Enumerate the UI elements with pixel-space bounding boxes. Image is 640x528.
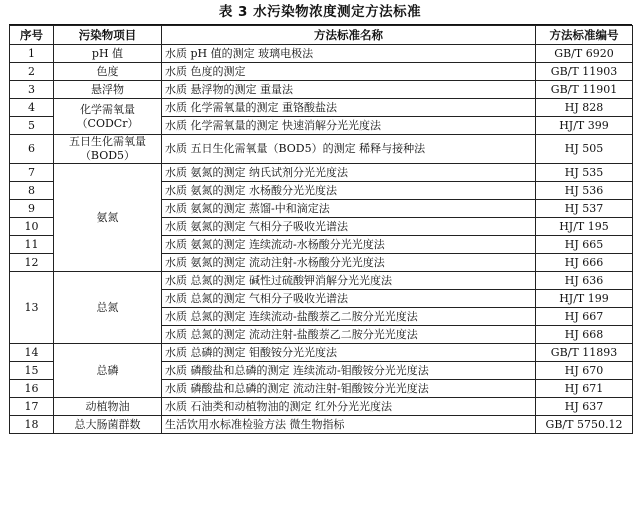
row-no: 16 xyxy=(10,380,54,398)
header-no: 序号 xyxy=(10,26,54,45)
item-abbr-line: （CODCr） xyxy=(76,116,139,130)
row-code: HJ/T 195 xyxy=(536,218,633,236)
table-row xyxy=(10,81,633,99)
item-abbr-line: （BOD5） xyxy=(79,149,136,162)
row-method: 水质 氨氮的测定 蒸馏-中和滴定法 xyxy=(162,200,536,218)
row-code: GB/T 6920 xyxy=(536,45,633,63)
row-code: HJ 828 xyxy=(536,99,633,117)
row-code: HJ 637 xyxy=(536,398,633,416)
row-no: 3 xyxy=(10,81,54,99)
row-method: 水质 总氮的测定 碱性过硫酸钾消解分光光度法 xyxy=(162,272,536,290)
row-code: HJ/T 199 xyxy=(536,290,633,308)
row-item: 色度 xyxy=(54,63,162,81)
row-method: 水质 氨氮的测定 气相分子吸收光谱法 xyxy=(162,218,536,236)
row-no: 11 xyxy=(10,236,54,254)
row-no: 12 xyxy=(10,254,54,272)
row-method: 水质 悬浮物的测定 重量法 xyxy=(162,81,536,99)
row-item: 悬浮物 xyxy=(54,81,162,99)
row-no: 1 xyxy=(10,45,54,63)
row-item-total-phosphorus: 总磷 xyxy=(54,344,162,398)
row-item: 总大肠菌群数 xyxy=(54,416,162,434)
row-method: 水质 总氮的测定 连续流动-盐酸萘乙二胺分光光度法 xyxy=(162,308,536,326)
item-name-line: 化学需氧量 xyxy=(80,102,135,116)
standards-table xyxy=(9,25,633,434)
row-method: 水质 总氮的测定 流动注射-盐酸萘乙二胺分光光度法 xyxy=(162,326,536,344)
row-item: pH 值 xyxy=(54,45,162,63)
row-code: GB/T 11903 xyxy=(536,63,633,81)
row-method: 水质 磷酸盐和总磷的测定 连续流动-钼酸铵分光光度法 xyxy=(162,362,536,380)
row-no: 5 xyxy=(10,117,54,135)
table-row xyxy=(10,45,633,63)
row-method: 水质 磷酸盐和总磷的测定 流动注射-钼酸铵分光光度法 xyxy=(162,380,536,398)
row-no: 8 xyxy=(10,182,54,200)
row-code: GB/T 5750.12 xyxy=(536,416,633,434)
table-row xyxy=(10,344,633,362)
row-no: 6 xyxy=(10,135,54,164)
row-code: HJ 535 xyxy=(536,164,633,182)
row-method: 水质 总磷的测定 钼酸铵分光光度法 xyxy=(162,344,536,362)
row-no: 18 xyxy=(10,416,54,434)
row-no: 4 xyxy=(10,99,54,117)
row-code: HJ/T 399 xyxy=(536,117,633,135)
row-method: 水质 化学需氧量的测定 重铬酸盐法 xyxy=(162,99,536,117)
row-method: 生活饮用水标准检验方法 微生物指标 xyxy=(162,416,536,434)
table-row xyxy=(10,99,633,117)
row-code: HJ 668 xyxy=(536,326,633,344)
row-code: HJ 667 xyxy=(536,308,633,326)
row-code: HJ 537 xyxy=(536,200,633,218)
header-method: 方法标准名称 xyxy=(162,26,536,45)
row-method: 水质 氨氮的测定 连续流动-水杨酸分光光度法 xyxy=(162,236,536,254)
table-caption: 表 3 水污染物浓度测定方法标准 xyxy=(218,4,422,20)
row-method: 水质 石油类和动植物油的测定 红外分光光度法 xyxy=(162,398,536,416)
row-method: 水质 pH 值的测定 玻璃电极法 xyxy=(162,45,536,63)
row-code: HJ 636 xyxy=(536,272,633,290)
row-item: 动植物油 xyxy=(54,398,162,416)
row-item-cod xyxy=(54,99,162,135)
row-method: 水质 总氮的测定 气相分子吸收光谱法 xyxy=(162,290,536,308)
table-row xyxy=(10,272,633,290)
table-header-row xyxy=(10,26,633,45)
row-method: 水质 化学需氧量的测定 快速消解分光光度法 xyxy=(162,117,536,135)
item-name-line: 五日生化需氧量 xyxy=(69,135,146,148)
table-row xyxy=(10,416,633,434)
table-row xyxy=(10,63,633,81)
row-code: HJ 536 xyxy=(536,182,633,200)
row-code: HJ 671 xyxy=(536,380,633,398)
header-item: 污染物项目 xyxy=(54,26,162,45)
row-code: HJ 666 xyxy=(536,254,633,272)
row-method: 水质 氨氮的测定 水杨酸分光光度法 xyxy=(162,182,536,200)
header-code: 方法标准编号 xyxy=(536,26,633,45)
row-code: GB/T 11901 xyxy=(536,81,633,99)
row-no: 15 xyxy=(10,362,54,380)
row-item-ammonia: 氨氮 xyxy=(54,164,162,272)
row-method: 水质 氨氮的测定 流动注射-水杨酸分光光度法 xyxy=(162,254,536,272)
row-code: GB/T 11893 xyxy=(536,344,633,362)
row-method: 水质 色度的测定 xyxy=(162,63,536,81)
row-code: HJ 665 xyxy=(536,236,633,254)
row-no: 10 xyxy=(10,218,54,236)
row-method: 水质 五日生化需氧量（BOD5）的测定 稀释与接种法 xyxy=(162,135,536,164)
row-method: 水质 氨氮的测定 纳氏试剂分光光度法 xyxy=(162,164,536,182)
row-no: 14 xyxy=(10,344,54,362)
table-row xyxy=(10,164,633,182)
row-item-total-nitrogen: 总氮 xyxy=(54,272,162,344)
row-no: 7 xyxy=(10,164,54,182)
row-no: 2 xyxy=(10,63,54,81)
row-item-bod xyxy=(54,135,162,164)
table-row xyxy=(10,398,633,416)
row-no: 13 xyxy=(10,272,54,344)
table-row xyxy=(10,135,633,164)
row-code: HJ 670 xyxy=(536,362,633,380)
row-code: HJ 505 xyxy=(536,135,633,164)
row-no: 17 xyxy=(10,398,54,416)
row-no: 9 xyxy=(10,200,54,218)
